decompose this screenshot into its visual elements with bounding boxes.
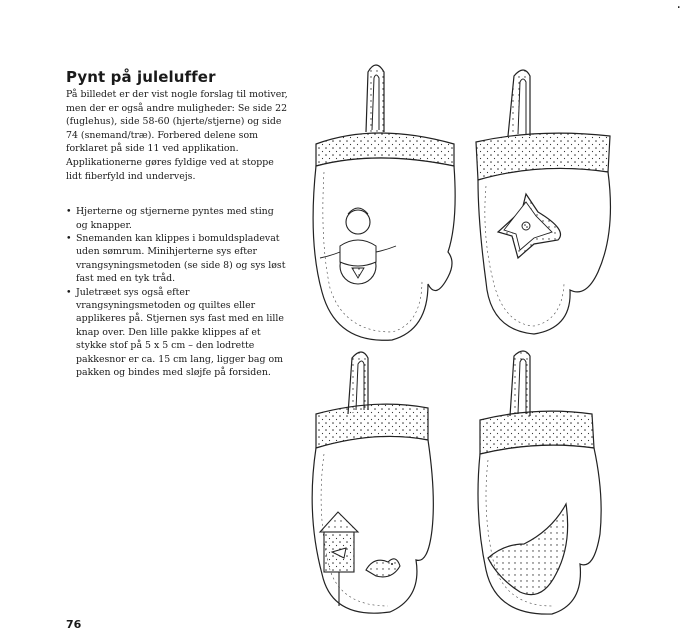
mitten-heart (478, 351, 601, 614)
mitten-snowman (313, 65, 455, 340)
mitten-birdhouse (312, 352, 433, 613)
list-item: • Snemanden kan klippes i bomuldspladevat uden sømrum. Minihjerterne sys efter vrangsyningsmetoden (se side 8) og sys løst fast med en tyk tråd. (66, 232, 288, 286)
page-mark: · (676, 0, 681, 16)
section-title: Pynt på juleluffer (66, 68, 216, 86)
text-column (66, 68, 288, 379)
intro-paragraph: På billedet er der vist nogle forslag til motiver, men der er også andre muligheder: Se side 22 (fuglehus), side 58-60 (hjerte/stjerne) og side 74 (snemand/træ). Forbered delene som forklaret på side 11 ved applikation. Applikationerne gøres fyldige ved at stoppe lidt fiberfyld ind undervejs. (66, 89, 288, 182)
mittens-illustration (296, 62, 626, 632)
list-item: • Hjerterne og stjernerne pyntes med sting og knapper. (66, 205, 288, 232)
mitten-star (476, 70, 610, 334)
page-number: 76 (66, 618, 82, 631)
list-item: • Juletræet sys også efter vrangsyningsmetoden og quiltes eller applikeres på. Stjernen sys fast med en lille knap over. Den lille pakke klippes af et stykke stof på 5 x 5 cm – den lodrette pakkesnor er ca. 15 cm lang, ligger bag om pakken og bindes med sløjfe på forsiden. (66, 286, 288, 380)
instruction-list (66, 205, 288, 379)
